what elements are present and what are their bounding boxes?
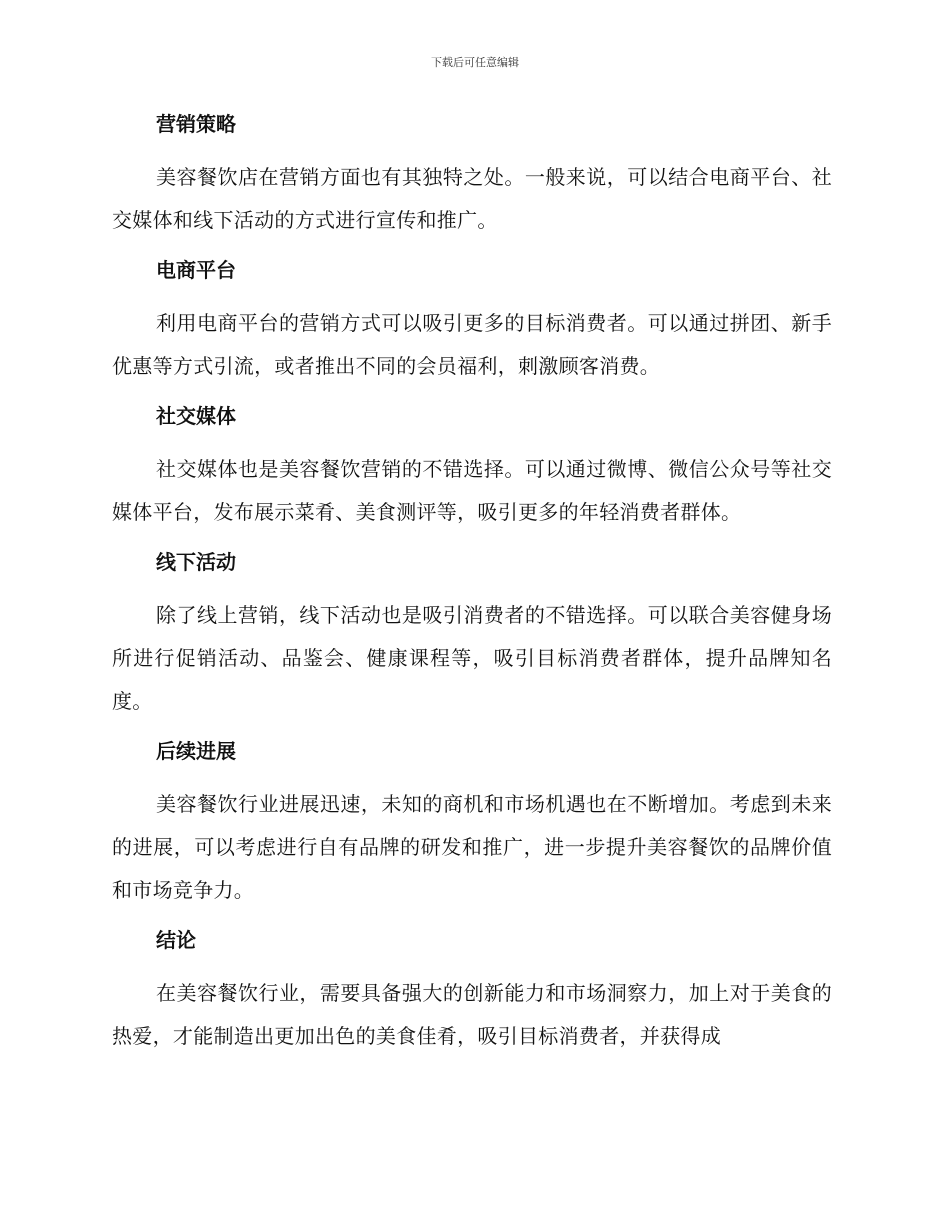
- section-ecommerce-platform: [112, 256, 832, 388]
- section-title: 结论: [156, 928, 196, 952]
- section-offline-activities: [112, 548, 832, 723]
- section-title: 电商平台: [156, 258, 236, 282]
- section-paragraph: 美容餐饮店在营销方面也有其独特之处。一般来说，可以结合电商平台、社交媒体和线下活动的方式进行宣传和推广。: [112, 165, 832, 232]
- section-title: 后续进展: [156, 739, 236, 763]
- section-conclusion: [112, 926, 832, 1058]
- section-future-development: [112, 737, 832, 912]
- section-title: 线下活动: [156, 550, 236, 574]
- section-paragraph: 社交媒体也是美容餐饮营销的不错选择。可以通过微博、微信公众号等社交媒体平台，发布展示菜肴、美食测评等，吸引更多的年轻消费者群体。: [112, 457, 832, 524]
- section-title: 社交媒体: [156, 404, 236, 428]
- section-social-media: [112, 402, 832, 534]
- page-header: 下载后可任意编辑: [431, 56, 519, 69]
- document-body: [112, 110, 832, 1072]
- section-paragraph: 美容餐饮行业进展迅速，未知的商机和市场机遇也在不断增加。考虑到未来的进展，可以考虑进行自有品牌的研发和推广，进一步提升美容餐饮的品牌价值和市场竞争力。: [112, 792, 832, 902]
- section-paragraph: 除了线上营销，线下活动也是吸引消费者的不错选择。可以联合美容健身场所进行促销活动、品鉴会、健康课程等，吸引目标消费者群体，提升品牌知名度。: [112, 603, 832, 713]
- section-paragraph: 在美容餐饮行业，需要具备强大的创新能力和市场洞察力，加上对于美食的热爱，才能制造出更加出色的美食佳肴，吸引目标消费者，并获得成: [112, 981, 832, 1048]
- section-title: 营销策略: [156, 112, 236, 136]
- section-marketing-strategy: [112, 110, 832, 242]
- section-paragraph: 利用电商平台的营销方式可以吸引更多的目标消费者。可以通过拼团、新手优惠等方式引流，或者推出不同的会员福利，刺激顾客消费。: [112, 311, 832, 378]
